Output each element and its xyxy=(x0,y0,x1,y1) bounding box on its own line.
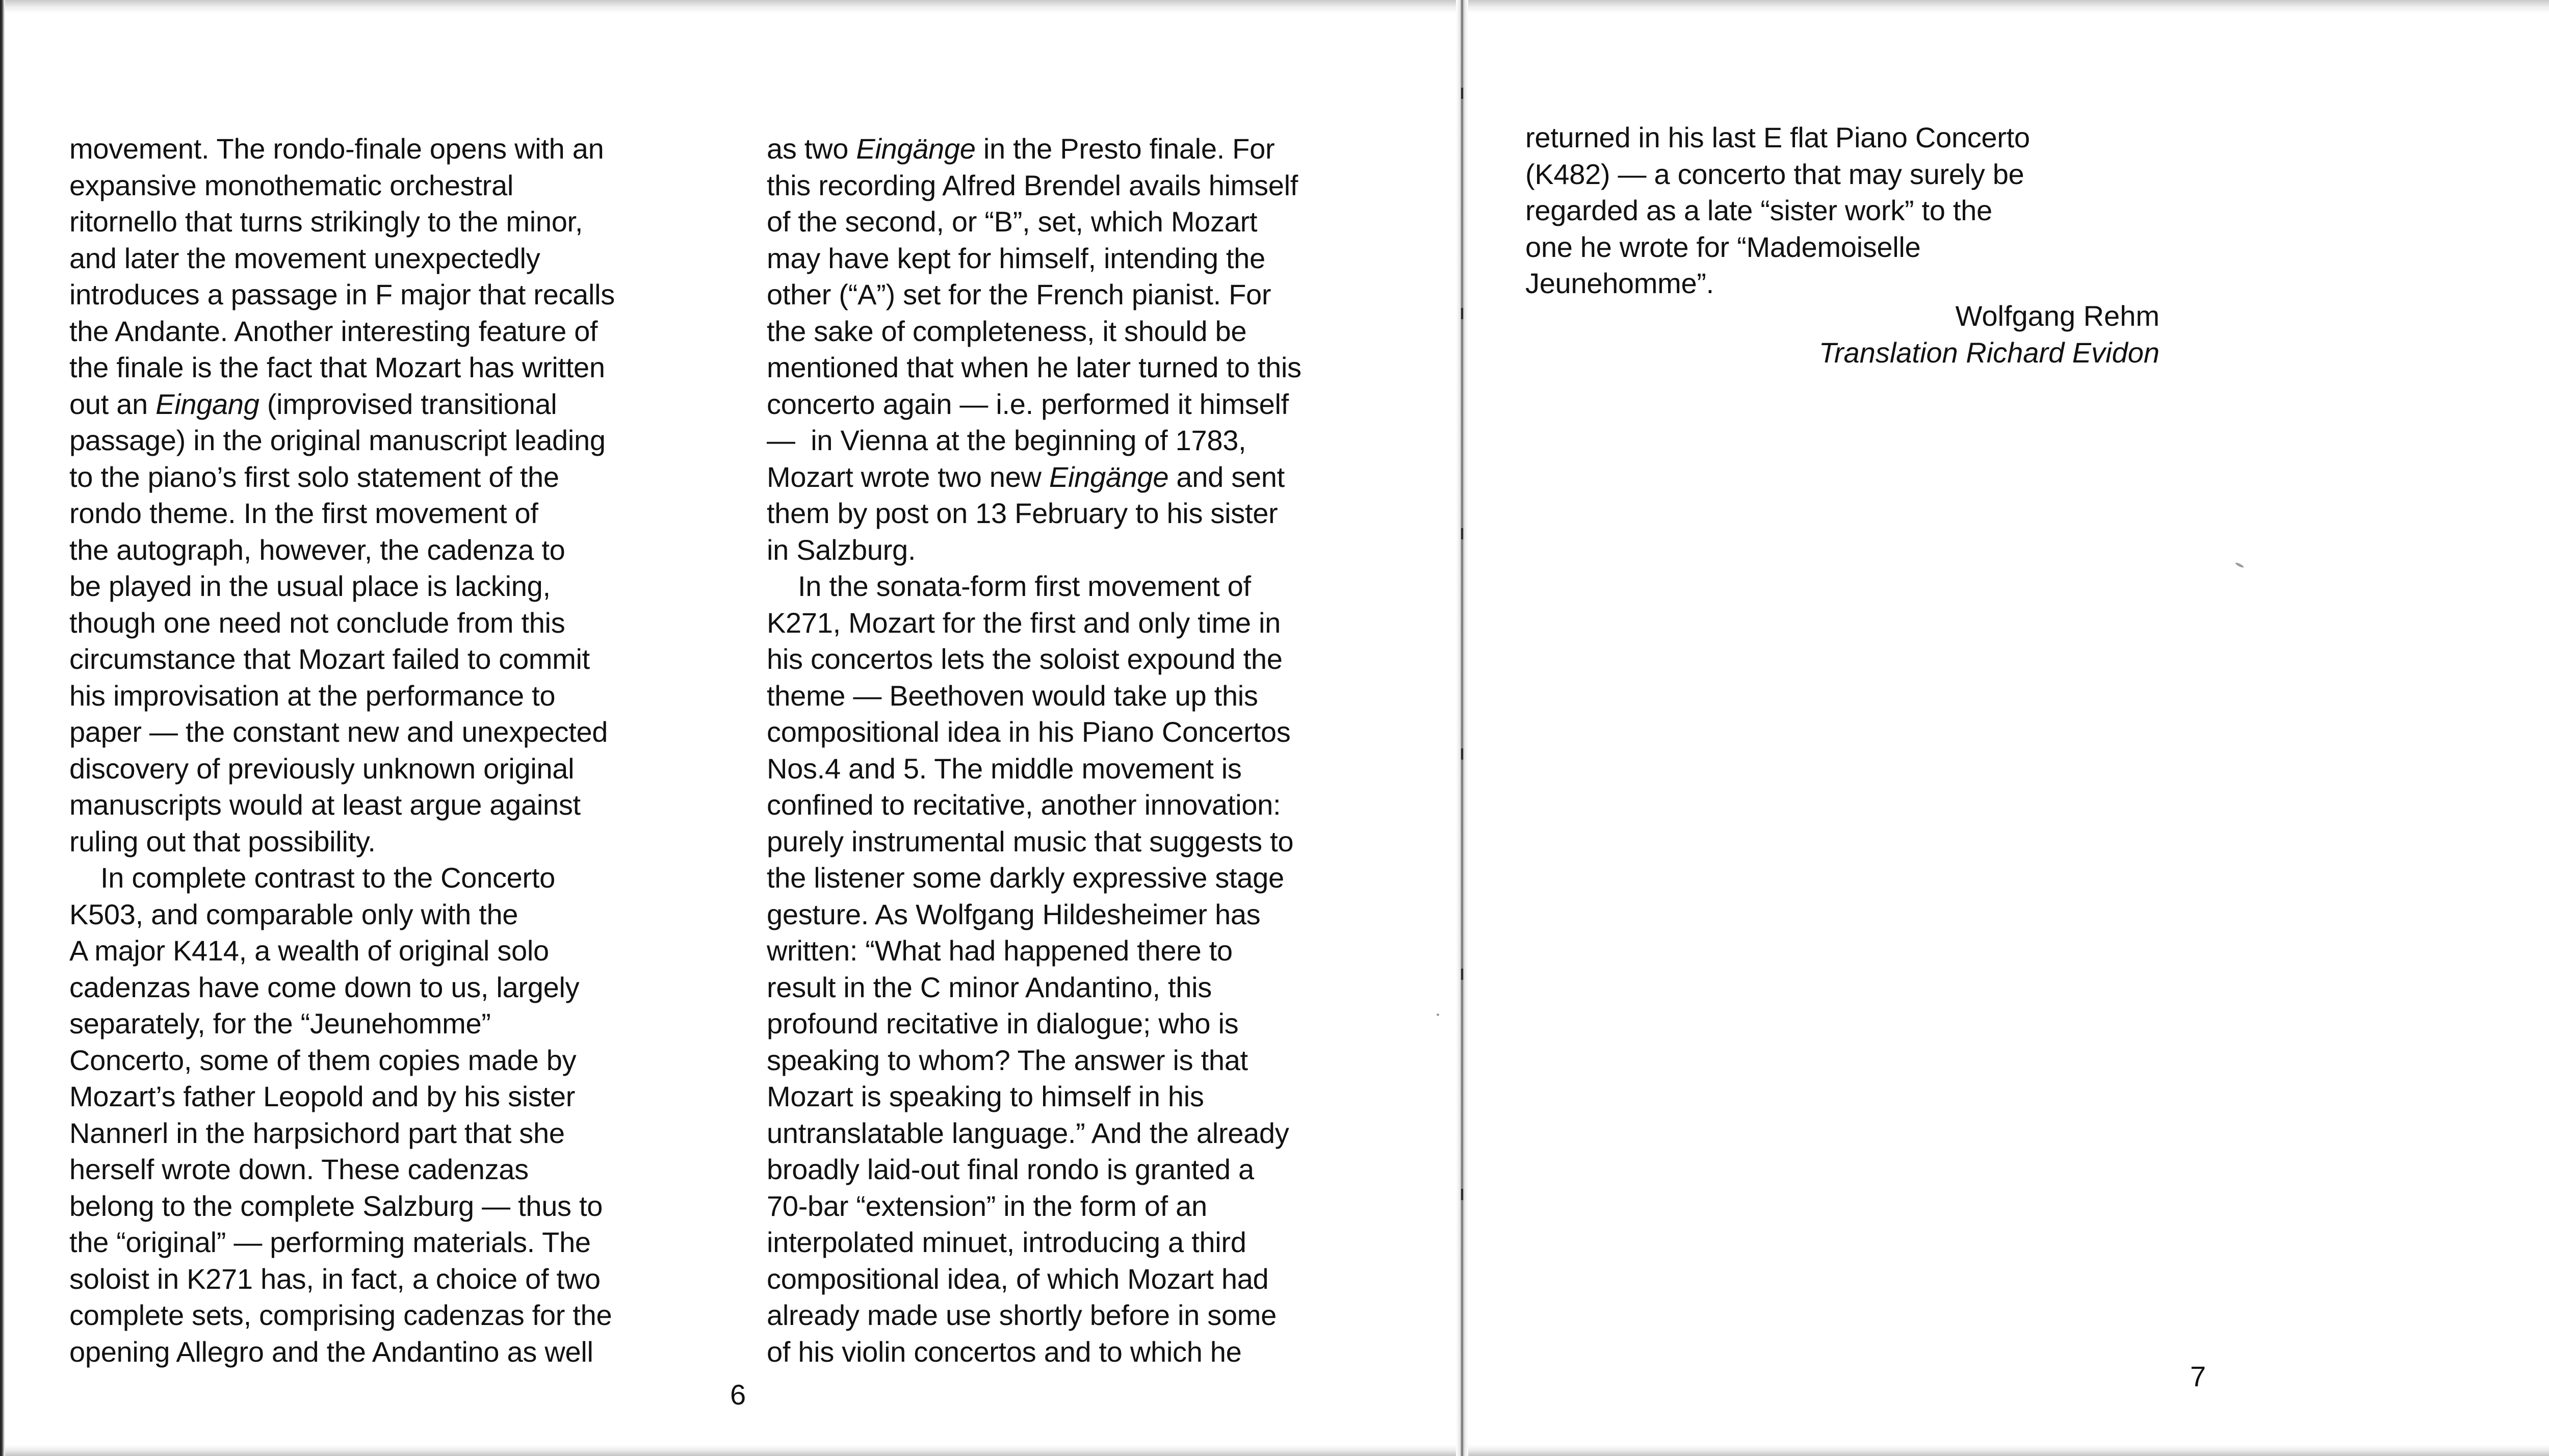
text-line: Nos.4 and 5. The middle movement is xyxy=(767,752,1242,785)
text-line: compositional idea in his Piano Concertos xyxy=(767,716,1291,748)
staple-mark xyxy=(1461,748,1463,760)
page-number-right: 7 xyxy=(2190,1360,2206,1392)
text-line: Mozart is speaking to himself in his xyxy=(767,1080,1204,1112)
text-line: them by post on 13 February to his sister xyxy=(767,497,1278,529)
text-line: result in the C minor Andantino, this xyxy=(767,971,1212,1003)
text-line xyxy=(69,386,712,423)
text-run: and sent xyxy=(1168,460,1285,493)
text-line: of the second, or “B”, set, which Mozart xyxy=(767,205,1258,238)
text-line: expansive monothematic orchestral xyxy=(69,169,513,201)
right-page-column-1 xyxy=(1525,119,2168,302)
text-line: ruling out that possibility. xyxy=(69,825,376,857)
text-line: belong to the complete Salzburg — thus to xyxy=(69,1189,603,1222)
text-line: paper — the constant new and unexpected xyxy=(69,716,608,748)
text-line: speaking to whom? The answer is that xyxy=(767,1044,1248,1076)
text-line: discovery of previously unknown original xyxy=(69,752,575,785)
spine-staple-marks xyxy=(1461,0,1463,1456)
text-line: complete sets, comprising cadenzas for the xyxy=(69,1299,612,1331)
text-line: returned in his last E flat Piano Concerto xyxy=(1525,121,2030,153)
text-line: concerto again — i.e. performed it himself xyxy=(767,387,1289,420)
text-line: cadenzas have come down to us, largely xyxy=(69,971,580,1003)
text-run: as two xyxy=(767,133,856,165)
staple-mark xyxy=(1461,969,1463,980)
text-line: already made use shortly before in some xyxy=(767,1299,1277,1331)
text-line: In complete contrast to the Concerto xyxy=(69,862,555,894)
text-line: (K482) — a concerto that may surely be xyxy=(1525,158,2024,190)
text-line: circumstance that Mozart failed to commit xyxy=(69,643,590,675)
text-line: movement. The rondo-finale opens with an xyxy=(69,133,604,165)
text-line: his concertos lets the soloist expound the xyxy=(767,643,1283,675)
text-line: — in Vienna at the beginning of 1783, xyxy=(767,424,1246,456)
staple-mark xyxy=(1461,308,1463,319)
text-line: mentioned that when he later turned to this xyxy=(767,351,1302,383)
text-line: rondo theme. In the first movement of xyxy=(69,497,538,529)
text-line: of his violin concertos and to which he xyxy=(767,1335,1242,1368)
scan-edge-left xyxy=(0,0,5,1456)
text-run: (improvised transitional xyxy=(259,387,557,420)
text-line: profound recitative in dialogue; who is xyxy=(767,1007,1239,1039)
text-line: gesture. As Wolfgang Hildesheimer has xyxy=(767,898,1261,930)
page-number-left: 6 xyxy=(730,1379,746,1411)
italic-term: Eingang xyxy=(155,387,259,420)
text-line: may have kept for himself, intending the xyxy=(767,242,1265,274)
text-line: K271, Mozart for the first and only time in xyxy=(767,606,1281,639)
scan-edge-bottom xyxy=(0,1445,2549,1456)
text-line: his improvisation at the performance to xyxy=(69,679,556,712)
text-line xyxy=(767,131,1409,167)
text-line: interpolated minuet, introducing a third xyxy=(767,1226,1246,1258)
staple-mark xyxy=(1461,528,1463,539)
text-line: the sake of completeness, it should be xyxy=(767,315,1247,347)
text-line: 70-bar “extension” in the form of an xyxy=(767,1189,1207,1222)
staple-mark xyxy=(1461,88,1463,99)
staple-mark xyxy=(1461,1189,1463,1200)
text-line: theme — Beethoven would take up this xyxy=(767,679,1258,712)
paper-speck xyxy=(1437,1013,1439,1016)
text-line: compositional idea, of which Mozart had xyxy=(767,1262,1269,1295)
text-line: Jeunehomme”. xyxy=(1525,267,1714,299)
text-line: A major K414, a wealth of original solo xyxy=(69,934,549,967)
text-line: the “original” — performing materials. The xyxy=(69,1226,591,1258)
left-page-column-1 xyxy=(69,131,712,1370)
text-line: broadly laid-out final rondo is granted a xyxy=(767,1153,1254,1185)
text-line: the Andante. Another interesting feature of xyxy=(69,315,598,347)
text-line: passage) in the original manuscript leading xyxy=(69,424,606,456)
text-line: Concerto, some of them copies made by xyxy=(69,1044,577,1076)
text-line: and later the movement unexpectedly xyxy=(69,242,540,274)
text-line: separately, for the “Jeunehomme” xyxy=(69,1007,491,1039)
text-line: manuscripts would at least argue against xyxy=(69,789,581,821)
author-credit: Wolfgang Rehm xyxy=(1955,300,2160,332)
text-line: the finale is the fact that Mozart has written xyxy=(69,351,605,383)
text-line: K503, and comparable only with the xyxy=(69,898,518,930)
text-line: ritornello that turns strikingly to the minor, xyxy=(69,205,583,238)
text-line: opening Allegro and the Andantino as well xyxy=(69,1335,593,1368)
text-line: the autograph, however, the cadenza to xyxy=(69,533,565,566)
text-line: untranslatable language.” And the already xyxy=(767,1116,1289,1149)
text-line: to the piano’s first solo statement of the xyxy=(69,460,559,493)
text-line xyxy=(767,459,1409,496)
text-line: written: “What had happened there to xyxy=(767,934,1233,967)
text-run: Mozart wrote two new xyxy=(767,460,1049,493)
scan-edge-top xyxy=(0,0,2549,13)
text-line: herself wrote down. These cadenzas xyxy=(69,1153,529,1185)
paper-speck xyxy=(2235,562,2244,568)
text-line: introduces a passage in F major that recalls xyxy=(69,278,615,310)
text-line: confined to recitative, another innovation: xyxy=(767,789,1281,821)
italic-term: Eingänge xyxy=(1049,460,1169,493)
text-line: one he wrote for “Mademoiselle xyxy=(1525,230,1921,263)
italic-term: Eingänge xyxy=(856,133,976,165)
translator-credit: Translation Richard Evidon xyxy=(1818,336,2160,369)
text-line: soloist in K271 has, in fact, a choice of two xyxy=(69,1262,601,1295)
text-line: though one need not conclude from this xyxy=(69,606,565,639)
text-run: out an xyxy=(69,387,156,420)
text-run: in the Presto finale. For xyxy=(975,133,1275,165)
text-line: this recording Alfred Brendel avails himself xyxy=(767,169,1298,201)
text-line: In the sonata-form first movement of xyxy=(767,570,1251,602)
text-line: purely instrumental music that suggests to xyxy=(767,825,1294,857)
text-line: Mozart’s father Leopold and by his sister xyxy=(69,1080,576,1112)
left-page-column-2 xyxy=(767,131,1409,1370)
text-line: the listener some darkly expressive stage xyxy=(767,862,1284,894)
text-line: in Salzburg. xyxy=(767,533,916,566)
text-line: Nannerl in the harpsichord part that she xyxy=(69,1116,565,1149)
text-line: other (“A”) set for the French pianist. For xyxy=(767,278,1271,310)
text-line: be played in the usual place is lacking, xyxy=(69,570,551,602)
text-line: regarded as a late “sister work” to the xyxy=(1525,194,1992,226)
